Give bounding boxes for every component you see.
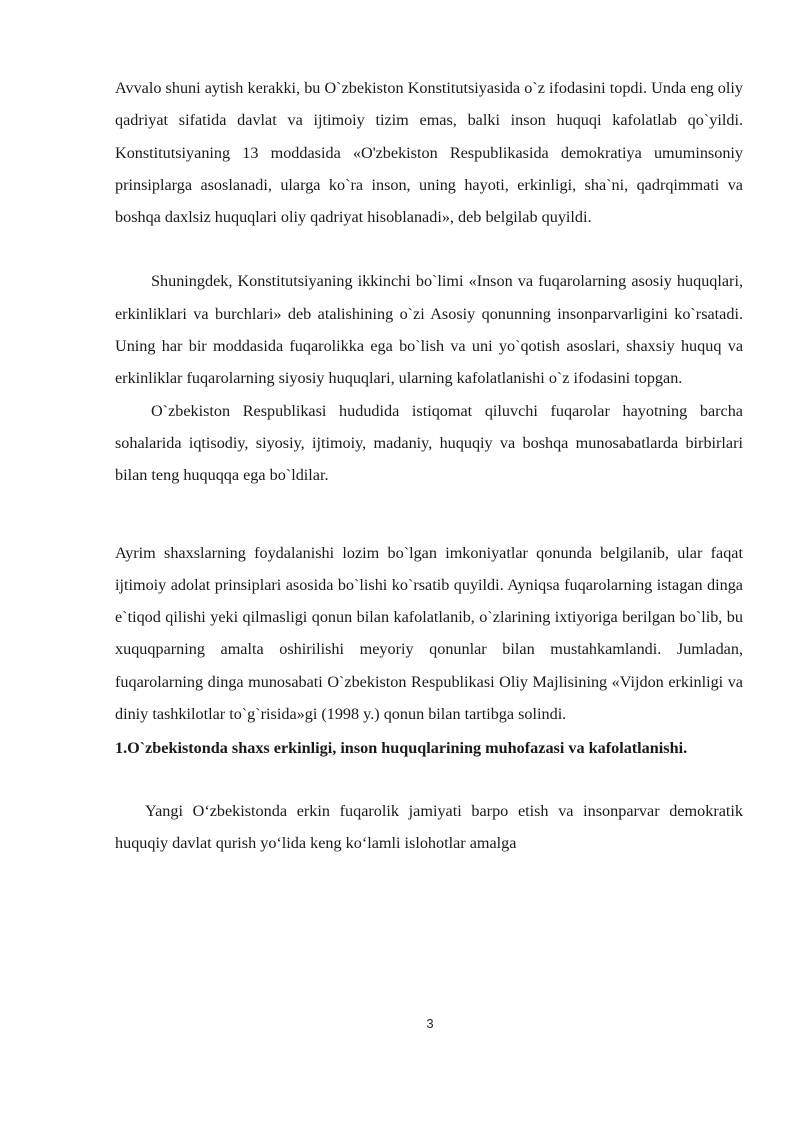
section-heading: 1.O`zbekistonda shaxs erkinligi, inson huquqlarining muhofazasi va kafolatlanishi. (115, 739, 688, 758)
paragraph-4: Ayrim shaxslarning foydalanishi lozim bo`lgan imkoniyatlar qonunda belgilanib, ular faqat ijtimoiy adolat prinsiplari asosida bo`lishi ko`rsatib quyildi. Ayniqsa fuqarolarning istagan dinga e`tiqod qilishi yeki qilmasligi qonun bilan kafolatlanib, o`zlarining ixtiyoriga berilgan bo`lib, bu xuquqparning amalta oshirilishi meyoriy qonunlar bilan mustahkamlandi. Jumladan, fuqarolarning dinga munosabati O`zbekiston Respublikasi Oliy Majlisining «Vijdon erkinligi va diniy tashkilotlar to`g`risida»gi (1998 y.) qonun bilan tartibga solindi. (115, 543, 743, 724)
paragraph-3: O`zbekiston Respublikasi hududida istiqomat qiluvchi fuqarolar hayotning barcha sohalarida iqtisodiy, siyosiy, ijtimoiy, madaniy, huquqiy va boshqa munosabatlarda birbirlari bilan teng huquqqa ega bo`ldilar. (115, 401, 743, 485)
document-page (115, 72, 743, 859)
paragraph-2: Shuningdek, Konstitutsiyaning ikkinchi bo`limi «Inson va fuqarolarning asosiy huquqlari, erkinliklari va burchlari» deb atalishining o`zi Asosiy qonunning insonparvarligini ko`rsatadi. Uning har bir moddasida fuqarolikka ega bo`lish va uni yo`qotish asoslari, shaxsiy huquq va erkinliklar fuqarolarning siyosiy huquqlari, ularning kafolatlanishi o`z ifodasini topgan. (115, 272, 743, 388)
page-number: 3 (426, 1016, 434, 1031)
paragraph-1: Avvalo shuni aytish kerakki, bu O`zbekiston Konstitutsiyasida o`z ifodasini topdi. Unda eng oliy qadriyat sifatida davlat va ijtimoiy tizim emas, balki inson huquqi kafolatlab qo`yildi. Konstitutsiyaning 13 moddasida «O'zbekiston Respublikasida demokratiya umuminsoniy prinsiplarga asoslanadi, ularga ko`ra inson, uning hayoti, erkinligi, sha`ni, qadrqimmati va boshqa daxlsiz huquqlari oliy qadriyat hisoblanadi», deb belgilab quyildi. (115, 79, 743, 227)
paragraph-5: Yangi O‘zbekistonda erkin fuqarolik jamiyati barpo etish va insonparvar demokratik huquqiy davlat qurish yo‘lida keng ko‘lamli islohotlar amalga (115, 801, 743, 852)
